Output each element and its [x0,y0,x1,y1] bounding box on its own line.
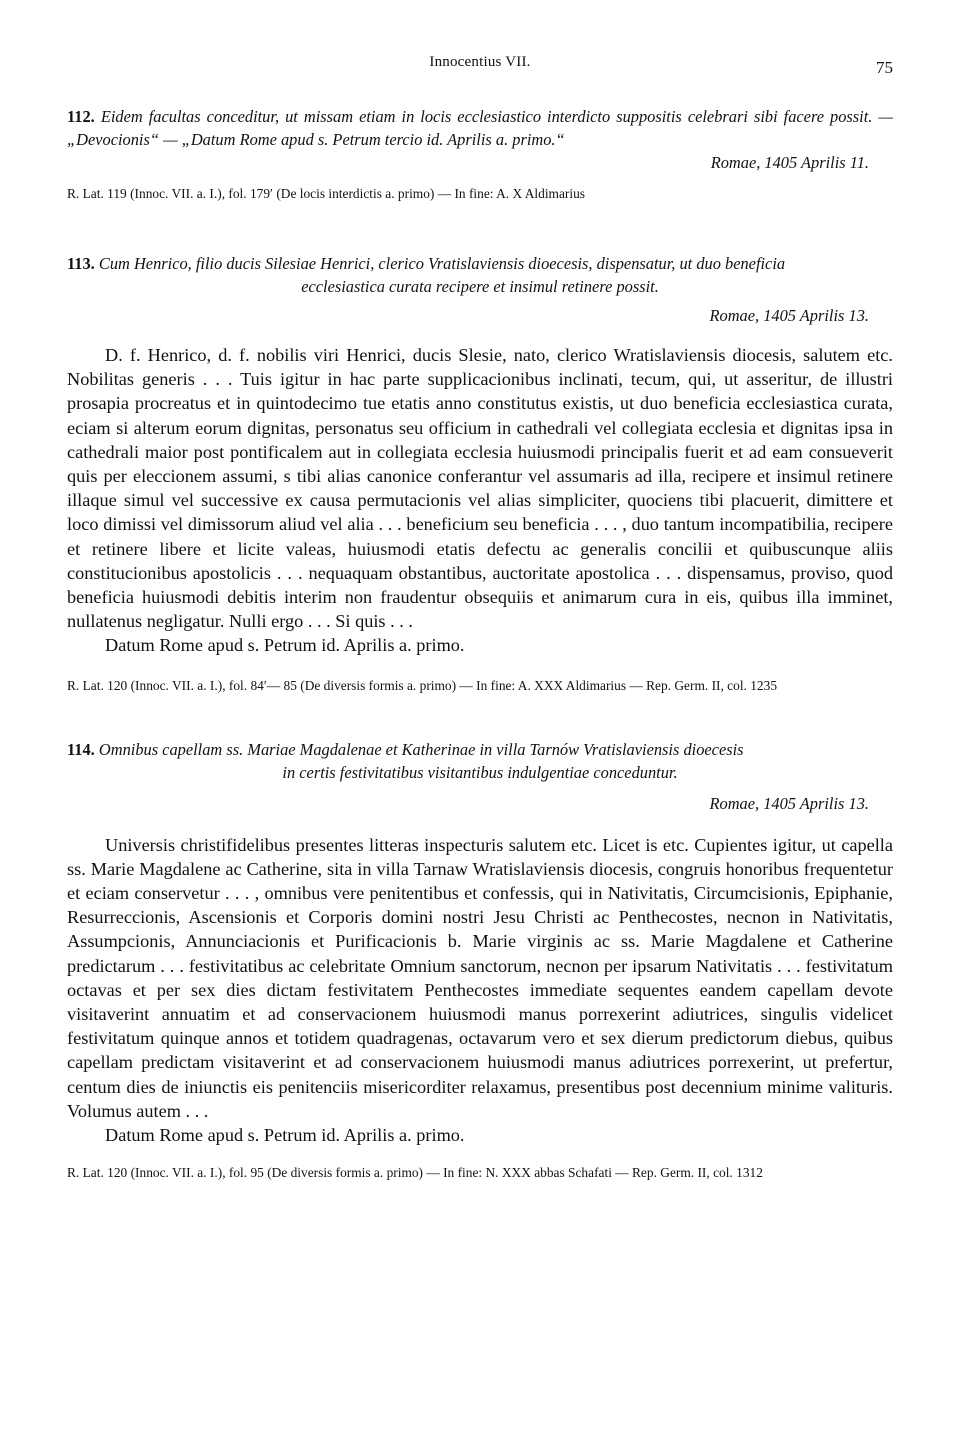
archival-source: R. Lat. 120 (Innoc. VII. a. I.), fol. 84′— 85 (De diversis formis a. primo) — In fine: A. XXX Aldimarius — Rep. Germ. II, col. 1235 [67,677,778,693]
entry-summary: Omnibus capellam ss. Mariae Magdalenae et Katherinae in villa Tarnów Vratislaviensis dioecesis [98,739,744,759]
entry-date: Romae, 1405 Aprilis 11. [710,153,869,172]
entry-number: 112. [67,107,95,126]
entry-heading [67,252,893,298]
entry-number: 114. [67,739,95,759]
entry-date: Romae, 1405 Aprilis 13. [709,306,869,325]
datum-line: Datum Rome apud s. Petrum id. Aprilis a. primo. [105,635,465,656]
entry-heading [67,738,893,784]
archival-source: R. Lat. 119 (Innoc. VII. a. I.), fol. 179′ (De locis interdictis a. primo) — In fine: A. X Aldimarius [67,186,585,201]
datum-line: Datum Rome apud s. Petrum id. Aprilis a. primo. [105,1125,465,1146]
entry-summary-continuation: ecclesiastica curata recipere et insimul retinere possit. [301,277,659,296]
document-entry-114 [67,738,893,1184]
entry-number: 113. [67,254,95,273]
entry-date: Romae, 1405 Aprilis 13. [709,793,869,813]
entry-body-text: D. f. Henrico, d. f. nobilis viri Henrici, ducis Slesie, nato, clerico Wratislaviensis diocesis, salutem etc. Nobilitas generis . . . Tuis igitur in hac parte supplicacionibus inclinati, tecum, qui, ut asseritur, de illustri prosapia procreatus et in quintodecimo tue etatis anno constitutus existis, ut duo beneficia ecclesiastica curata, eciam si alterum eorum dignitas, personatus seu officium in cathedrali vel collegiata ecclesia et dignitas ipsa in cathedrali maior post pontificalem aut in collegiata ecclesia huiusmodi principalis fuerit et ad eam consueverit quis per eleccionem assumi, s tibi alias canonice conferantur vel assumaris ad illa, recipere et insimul retinere illaque simul vel successive ex causa permutacionis vel alias simpliciter, quociens tibi placuerit, dimittere et loco dimissi vel dimissorum aliud vel alia . . . beneficium seu beneficia . . . , duo tantum incompatibilia, recipere et retinere libere et licite valeas, huiusmodi etatis defectu ac generalis concilii et quibuscunque aliis constitucionibus apostolicis . . . nequaquam obstantibus, auctoritate apostolica . . . dispensamus, proviso, quod beneficia huiusmodi debitis interim non fraudentur obsequiis et animarum cura in eis, quibus illa imminet, nullatenus negligatur. Nulli ergo . . . Si quis . . . [67,345,893,632]
entry-summary-continuation: in certis festivitatibus visitantibus indulgentiae conceduntur. [282,762,678,782]
document-entry-113 [67,252,893,696]
running-head: Innocentius VII. [429,54,531,70]
page-header [67,48,893,82]
document-page [67,48,893,1183]
entry-summary: Eidem facultas conceditur, ut missam etiam in locis ecclesiastico interdicto suppositis celebrari sibi facere possit. — „Devocionis“ — „Datum Rome apud s. Petrum tercio id. Aprilis a. primo.“ [67,107,893,149]
entry-body-text: Universis christifidelibus presentes litteras inspecturis salutem etc. Licet is etc. Cupientes igitur, ut capella ss. Marie Magdalene ac Catherine, sita in villa Tarnaw Wratislaviensis diocesis, congruis honoribus frequentetur et eciam conservetur . . . , omnibus vere penitentibus et confessis, qui in Nativitatis, Circumcisionis, Epiphanie, Resurreccionis, Ascensionis et Corporis domini nostri Jesu Christi ac Penthecostes, necnon in Nativitatis, Assumpcionis, Annunciacionis et Purificacionis b. Marie virginis ac ss. Marie Magdalene et Catherine predictarum . . . festivitatibus ac celebritate Omnium sanctorum, necnon per ipsarum Nativitatis . . . festivitatum octavas et per sex dies dictam festivitatem Penthecostes immediate sequentes eandem capellam devote visitaverint annuatim et ad conservacionem huiusmodi manus porrexerint adiutrices, singulis videlicet festivitatum quinque annos et totidem quadragenas, octavarum vero et sex dierum predictorum diebus, quibus capellam predictam visitaverint et ad conservacionem huiusmodi manus adiutrices porrexerint, ut prefertur, centum dies de iniunctis eis penitenciis misericorditer relaxamus, presentibus post decennium minime valituris. Volumus autem . . . [67,834,893,1121]
entry-summary: Cum Henrico, filio ducis Silesiae Henrici, clerico Vratislaviensis dioecesis, dispensatur, ut duo beneficia [98,254,786,273]
archival-source: R. Lat. 120 (Innoc. VII. a. I.), fol. 95 (De diversis formis a. primo) — In fine: N. XXX abbas Schafati — Rep. Germ. II, col. 1312 [67,1165,763,1181]
entry-heading [67,105,893,151]
document-entry-112 [67,105,893,204]
page-number: 75 [876,58,893,77]
